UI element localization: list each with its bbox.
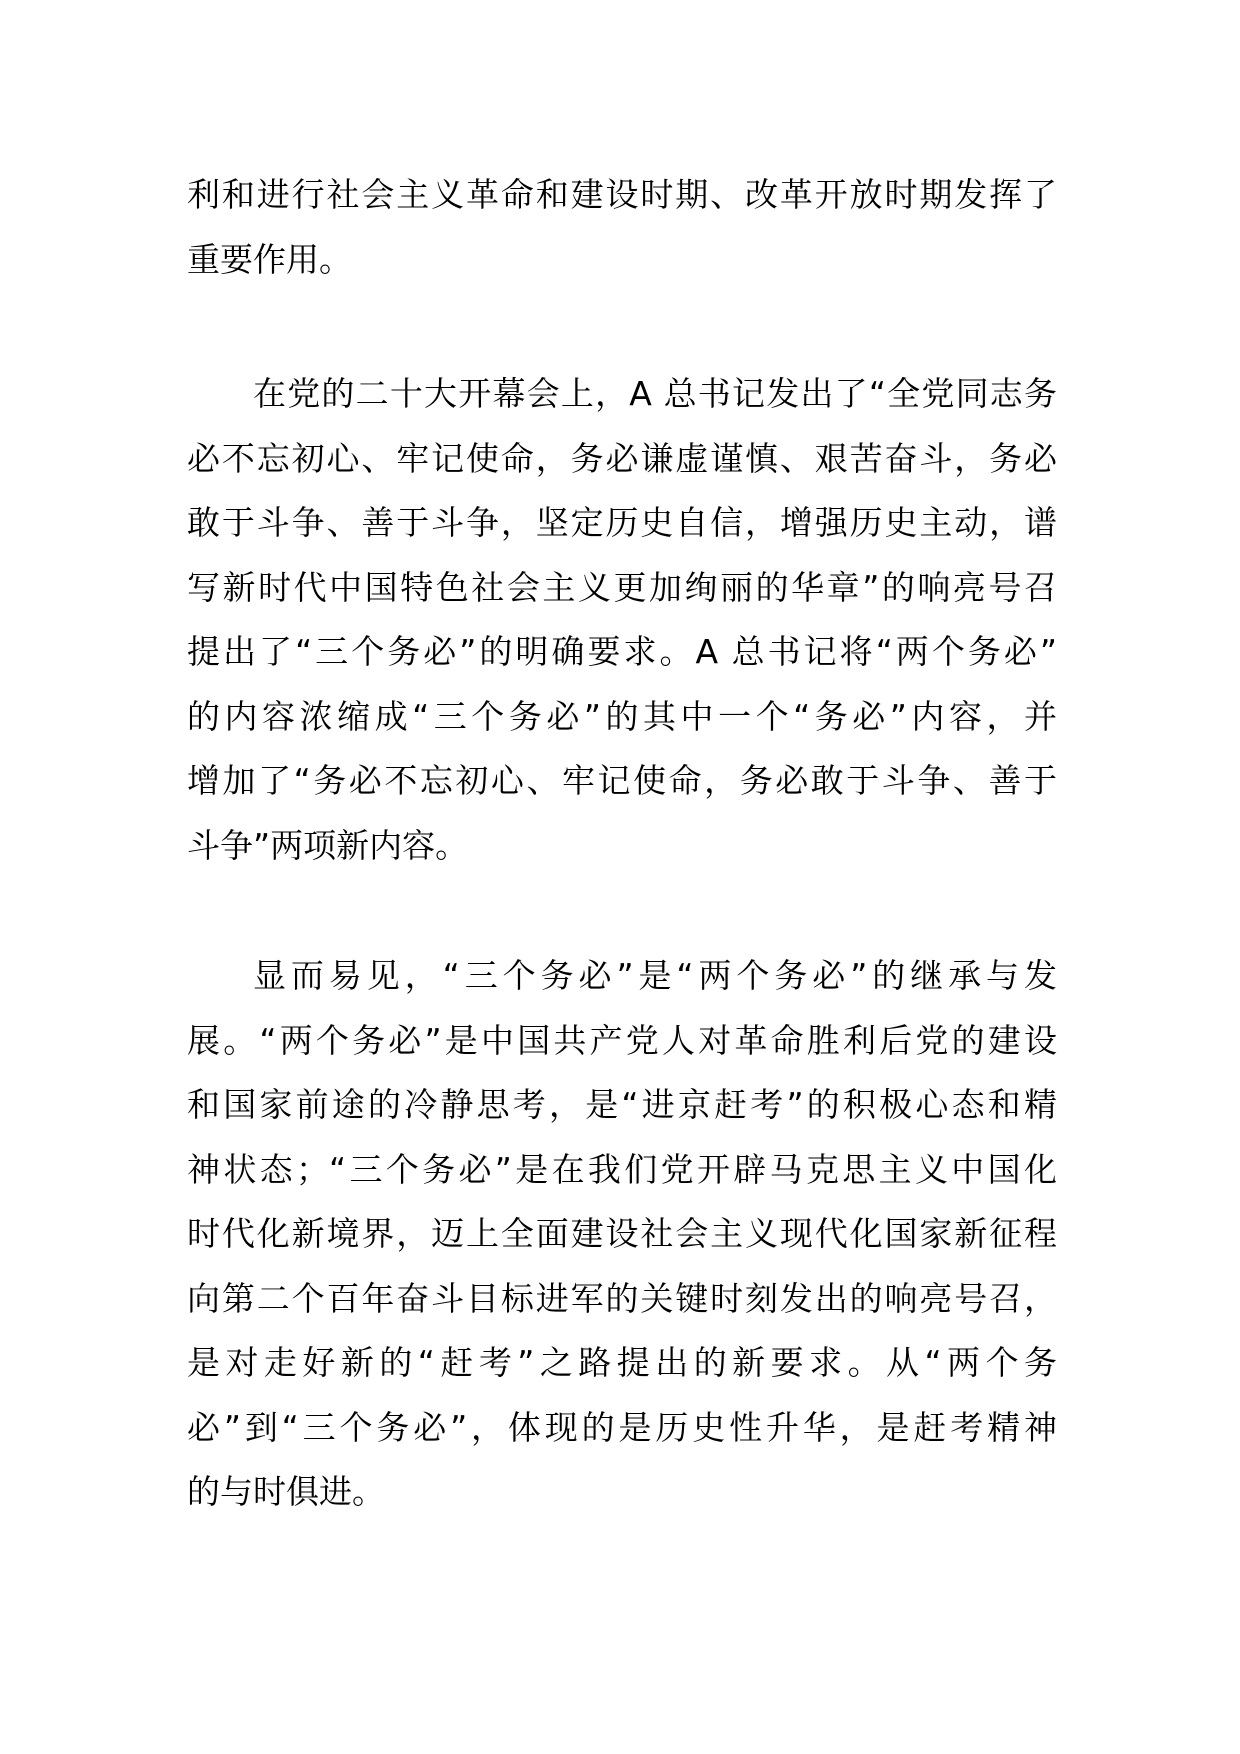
paragraph-1 — [187, 163, 1057, 292]
text-line: 必”到“三个务必”，体现的是历史性升华，是赶考精神 — [187, 1407, 1057, 1447]
text-line: 必不忘初心、牢记使命，务必谦虚谨慎、艰苦奋斗，务必 — [187, 438, 1057, 478]
paragraph-3 — [187, 944, 1057, 1525]
text-line: 敢于斗争、善于斗争，坚定历史自信，增强历史主动，谱 — [187, 503, 1057, 542]
text-line: 提出了“三个务必”的明确要求。A 总书记将“两个务必” — [187, 632, 1057, 671]
text-line: 斗争”两项新内容。 — [187, 825, 469, 865]
text-line: 在党的二十大开幕会上，A 总书记发出了“全党同志务 — [253, 374, 1057, 413]
paragraph-2 — [187, 362, 1057, 878]
text-line: 重要作用。 — [187, 239, 352, 279]
text-line: 和国家前途的冷静思考，是“进京赶考”的积极心态和精 — [187, 1085, 1057, 1124]
text-line: 利和进行社会主义革命和建设时期、改革开放时期发挥了 — [187, 175, 1057, 214]
text-line: 增加了“务必不忘初心、牢记使命，务必敢于斗争、善于 — [187, 761, 1057, 800]
text-line: 是对走好新的“赶考”之路提出的新要求。从“两个务 — [187, 1343, 1057, 1382]
text-line: 的内容浓缩成“三个务必”的其中一个“务必”内容，并 — [187, 696, 1057, 736]
text-line: 写新时代中国特色社会主义更加绚丽的华章”的响亮号召 — [187, 567, 1057, 607]
text-line: 向第二个百年奋斗目标进军的关键时刻发出的响亮号召， — [187, 1278, 1057, 1318]
text-line: 展。“两个务必”是中国共产党人对革命胜利后党的建设 — [187, 1020, 1057, 1060]
text-line: 神状态；“三个务必”是在我们党开辟马克思主义中国化 — [187, 1149, 1057, 1189]
text-line: 显而易见，“三个务必”是“两个务必”的继承与发 — [253, 956, 1057, 995]
text-line: 的与时俱进。 — [187, 1472, 385, 1511]
text-line: 时代化新境界，迈上全面建设社会主义现代化国家新征程 — [187, 1214, 1057, 1253]
